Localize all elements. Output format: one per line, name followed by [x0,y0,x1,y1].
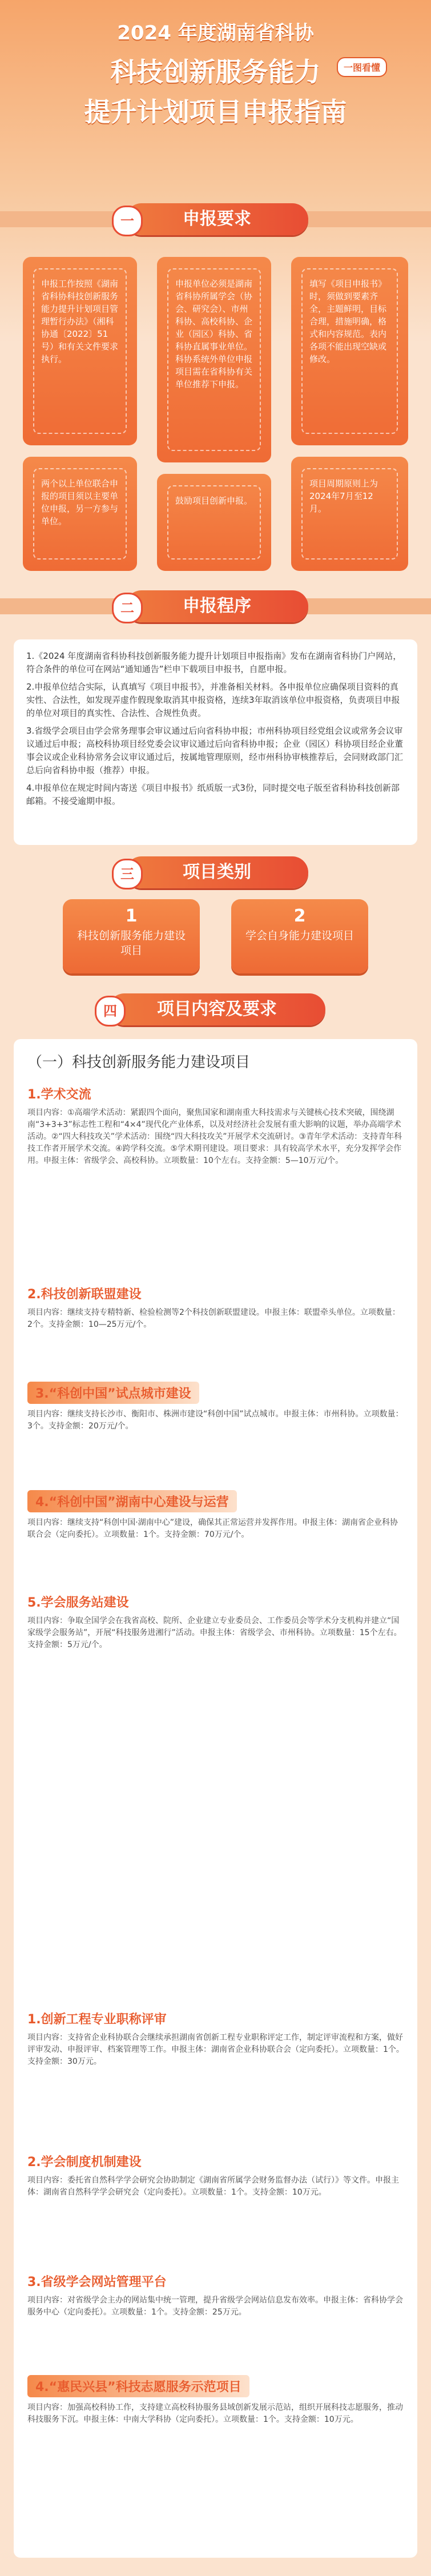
content-item: 3.省级学会网站管理平台 项目内容：对省级学会主办的网站集中统一管理，提升省级学会网站信息发布效率。申报主体：省科协学会服务中心（定向委托）。立项数量：1个。支持金额：25万元。 [27,2275,403,2317]
section-number: 二 [112,593,143,623]
content-item: 1.创新工程专业职称评审 项目内容：支持省企业科协联合会继续承担湖南省创新工程专业职称评定工作，制定评审流程和方案，做好评审发动、申报评审、档案管理等工作。申报主体：湖南省企业科协联合会（定向委托）。立项数量：1个。支持金额：30万元。 [27,2012,404,2066]
title-line-2: 科技创新服务能力 [110,57,321,87]
tag-badge: 一图看懂 [337,57,387,77]
category-title: 科技创新服务能力建设项目 [76,929,186,957]
header [0,0,431,143]
requirement-card: 项目周期原则上为2024年7月至12月。 [291,457,408,571]
section-number: 三 [112,859,143,889]
process-step: 4.申报单位在规定时间内寄送《项目申报书》纸质版一式3份，同时提交电子版至省科协科技创新部邮箱。不接受逾期申报。 [26,783,400,806]
content-item: 4.“惠民兴县”科技志愿服务示范项目 项目内容：加强高校科协工作，支持建立高校科协服务县域创新发展示范站，组织开展科技志愿服务，推动科技服务下沉。申报主体：中南大学科协（定向委托）。立项数量：1个。支持金额：10万元。 [27,2375,404,2426]
process-step: 2.申报单位结合实际，认真填写《项目申报书》，并准备相关材料。各申报单位应确保项目资料的真实性、合法性，如发现弄虚作假现象取消其申报资格，连续3年取消该单位申报资格，负责项目申报的单位对项目的真实性、合法性、合规性负责。 [26,682,400,718]
content-item: 2.科技创新联盟建设 项目内容：继续支持专精特新、检验检测等2个科技创新联盟建设。申报主体：联盟牵头单位。立项数量：2个。支持金额：10—25万元/个。 [27,1287,400,1329]
content-item: 5.学会服务站建设 项目内容：争取全国学会在我省高校、院所、企业建立专业委员会、工作委员会等学术分支机构并建立“国家级学会服务站”，开展“科技服务进湘行”活动。申报主体：省级学会、市州科协。立项数量：15个左右。支持金额：5万元/个。 [27,1596,402,1649]
process-step: 1.《2024 年度湖南省科协科技创新服务能力提升计划项目申报指南》发布在湖南省科协门户网站，符合条件的单位可在网站“通知通告”栏申下载项目申报书，自愿申报。 [26,651,402,674]
content-panel [14,1039,417,2558]
section-number: 四 [95,996,126,1027]
title-line-3: 提升计划项目申报指南 [84,96,347,127]
category-card-2 [231,899,368,973]
section-title-requirements [120,203,308,235]
category-number: 1 [125,906,138,926]
requirement-card: 两个以上单位联合申报的项目须以主要单位申报，另一方参与单位。 [23,457,137,571]
requirement-card: 申报单位必须是湖南省科协所属学会（协会、研究会）、市州科协、高校科协、企业（园区）科协、省科协直属事业单位。科协系统外单位申报项目需在省科协有关单位推荐下申报。 [157,257,271,462]
content-subheading: （一）科技创新服务能力建设项目 [27,1054,251,1071]
section-number: 一 [112,206,143,236]
process-step: 3.省级学会项目由学会常务理事会审议通过后向省科协申报；市州科协项目经党组会议或常务会议审议通过后申报；高校科协项目经党委会议审议通过后向省科协申报；企业（园区）科协项目经企业董事会议或企业科协常务会议审议通过后，按属地管理原则，经市州科协审核推荐后，会同财政部门汇总后向省科协申报（推荐）申报。 [26,726,404,775]
content-item: 1.学术交流 项目内容：①高端学术活动：紧跟四个面向，聚焦国家和湖南重大科技需求与关键核心技术突破，围绕湖南“3+3+3”标志性工程和“4×4”现代化产业体系，以及对经济社会发展有重大影响的议题，举办高端学术活动。②“四大科技攻关”学术活动：围绕“四大科技攻关”开展学术交流研讨。③青年学术活动：支持青年科技工作者开展学术交流。④跨学科交流。⑤学术期刊建设。项目要求：具有较高学术水平，充分发挥学会作用。申报主体：省级学会、高校科协。立项数量：10个左右。支持金额：5—10万元/个。 [27,1088,402,1165]
title-line-1: 2024 年度湖南省科协 [117,22,314,45]
requirement-card: 申报工作按照《湖南省科协科技创新服务能力提升计划项目管理暂行办法》（湘科协通〔2022〕51号）和有关文件要求执行。 [23,257,137,445]
section-title-text: 项目内容及要求 [157,999,277,1019]
category-title: 学会自身能力建设项目 [245,929,354,942]
category-card-1 [63,899,200,973]
section-title-content [103,993,325,1025]
requirement-card: 鼓励项目创新申报。 [157,474,271,571]
section-title-categories [120,856,308,888]
section-title-process [120,590,308,622]
section-title-text: 申报程序 [183,596,251,616]
content-item: 3.“科创中国”试点城市建设 项目内容：继续支持长沙市、衡阳市、株洲市建设“科创中国”试点城市。申报主体：市州科协。立项数量：3个。支持金额：20万元/个。 [27,1382,404,1432]
section-title-text: 项目类别 [183,862,251,882]
category-number: 2 [293,906,306,926]
content-item: 4.“科创中国”湖南中心建设与运营 项目内容：继续支持“科创中国·湖南中心”建设，确保其正常运营并发挥作用。申报主体：湖南省企业科协联合会（定向委托）。立项数量：1个。支持金额：70万元/个。 [27,1490,404,1541]
content-item: 2.学会制度机制建设 项目内容：委托省自然科学学会研究会协助制定《湖南省所属学会财务监督办法（试行）》等文件。申报主体：湖南省自然科学学会研究会（定向委托）。立项数量：1个。支持金额：10万元。 [27,2155,399,2197]
requirement-card: 填写《项目申报书》时，须做到要素齐全，主题鲜明，目标合理，措施明确，格式和内容规范。表内各项不能出现空缺或修改。 [291,257,408,445]
process-panel [14,639,417,845]
section-title-text: 申报要求 [183,209,251,229]
